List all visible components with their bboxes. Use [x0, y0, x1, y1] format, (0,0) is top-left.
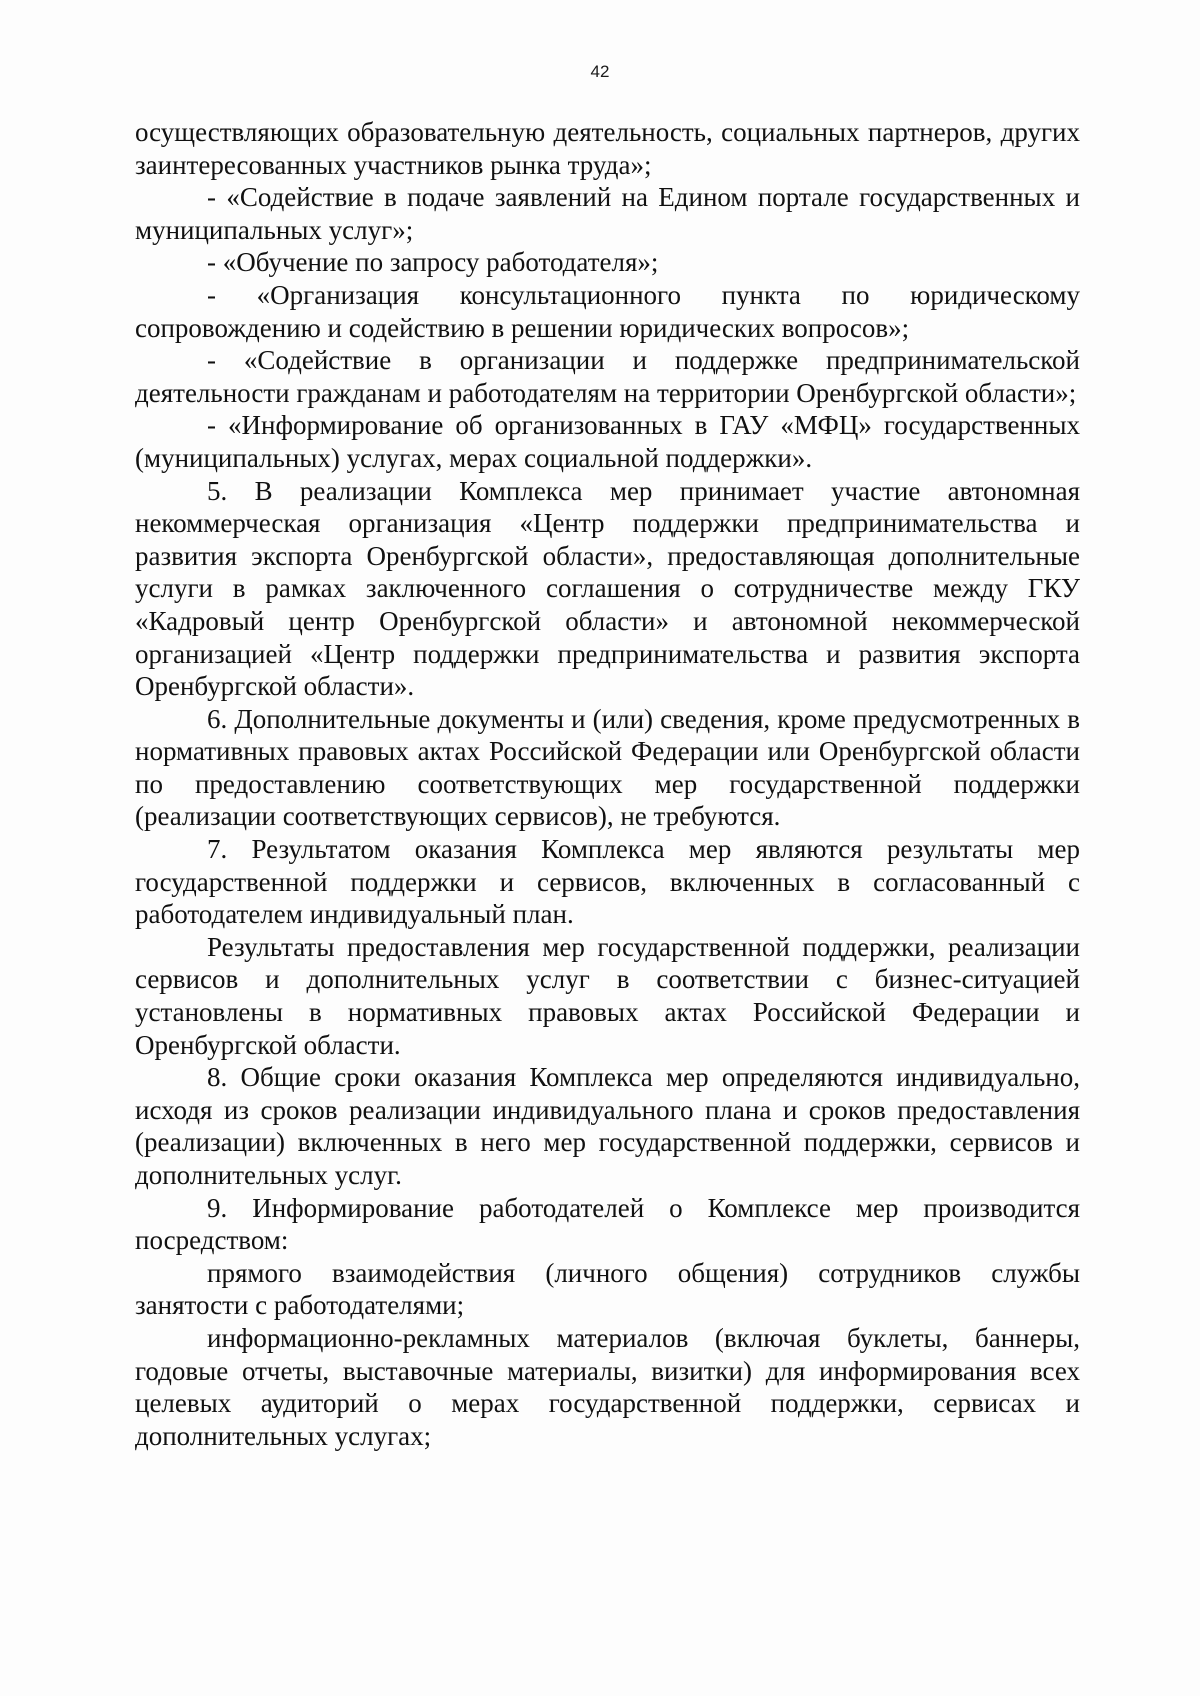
paragraph: 5. В реализации Комплекса мер принимает участие автономная некоммерческая организация «Центр поддержки предпринимательства и развития экспорта Оренбургской области», предоставляющая дополнительные услуги в рамках заключенного соглашения о сотрудничестве между ГКУ «Кадровый центр Оренбургской области» и автономной некоммерческой организацией «Центр поддержки предпринимательства и развития экспорта Оренбургской области».	[135, 475, 1080, 702]
list-item: - «Содействие в организации и поддержке предпринимательской деятельности гражданам и работодателям на территории Оренбургской области»;	[135, 345, 1080, 408]
paragraph: Результаты предоставления мер государственной поддержки, реализации сервисов и дополнительных услуг в соответствии с бизнес-ситуацией установлены в нормативных правовых актах Российской Федерации и Оренбургской области.	[135, 931, 1080, 1060]
paragraph: осуществляющих образовательную деятельность, социальных партнеров, других заинтересованных участников рынка труда»;	[135, 117, 1080, 180]
paragraph: 6. Дополнительные документы и (или) сведения, кроме предусмотренных в нормативных правовых актах Российской Федерации или Оренбургской области по предоставлению соответствующих мер государственной поддержки (реализации соответствующих сервисов), не требуются.	[135, 703, 1080, 832]
paragraph: информационно-рекламных материалов (включая буклеты, баннеры, годовые отчеты, выставочные материалы, визитки) для информирования всех целевых аудиторий о мерах государственной поддержки, сервисах и дополнительных услугах;	[135, 1322, 1080, 1451]
list-item: - «Обучение по запросу работодателя»;	[207, 247, 659, 278]
paragraph: 9. Информирование работодателей о Комплексе мер производится посредством:	[135, 1192, 1080, 1256]
list-item: - «Содействие в подаче заявлений на Едином портале государственных и муниципальных услуг»;	[135, 182, 1080, 245]
paragraph: 7. Результатом оказания Комплекса мер являются результаты мер государственной поддержки и сервисов, включенных в согласованный с работодателем индивидуальный план.	[135, 834, 1080, 930]
page-number: 42	[590, 62, 610, 81]
paragraph: 8. Общие сроки оказания Комплекса мер определяются индивидуально, исходя из сроков реализации индивидуального плана и сроков предоставления (реализации) включенных в него мер государственной поддержки, сервисов и дополнительных услуг.	[135, 1062, 1080, 1190]
paragraph: прямого взаимодействия (личного общения) сотрудников службы занятости с работодателями;	[135, 1257, 1080, 1321]
list-item: - «Организация консультационного пункта по юридическому сопровождению и содействию в решении юридических вопросов»;	[135, 279, 1080, 343]
document-body	[135, 116, 1080, 1452]
list-item: - «Информирование об организованных в ГАУ «МФЦ» государственных (муниципальных) услугах, мерах социальной поддержки».	[135, 410, 1080, 473]
